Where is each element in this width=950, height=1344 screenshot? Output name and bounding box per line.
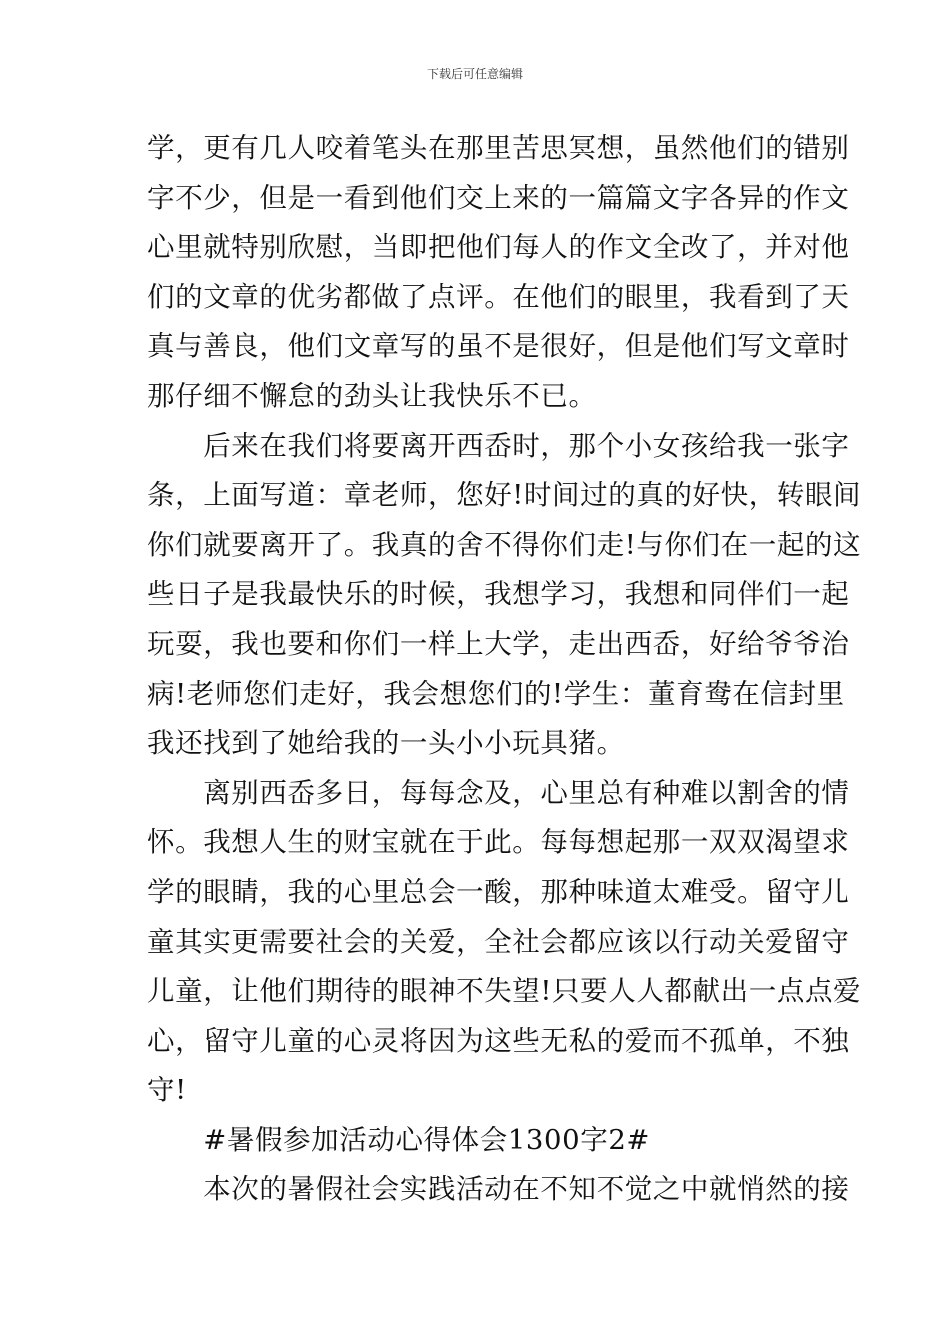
text-line: 条，上面写道：章老师，您好!时间过的真的好快，转眼间	[147, 479, 862, 512]
text-line: 离别西岙多日，每每念及，心里总有种难以割舍的情	[147, 776, 850, 809]
paragraph-4	[147, 1165, 850, 1215]
paragraph-3	[147, 769, 862, 1116]
page-header-note: 下载后可任意编辑	[426, 67, 523, 81]
paragraph-1	[147, 124, 850, 422]
text-line: 怀。我想人生的财宝就在于此。每每想起那一双双渴望求	[147, 826, 850, 859]
paragraph-2	[147, 422, 862, 769]
text-line: 后来在我们将要离开西岙时，那个小女孩给我一张字	[147, 429, 850, 462]
text-line: 儿童，让他们期待的眼神不失望!只要人人都献出一点点爱	[147, 975, 862, 1008]
text-line: 童其实更需要社会的关爱，全社会都应该以行动关爱留守	[147, 925, 850, 958]
text-line: 守!	[147, 1074, 187, 1107]
text-line: 病!老师您们走好，我会想您们的!学生：董育鸯在信封里	[147, 677, 845, 710]
text-line: 心，留守儿童的心灵将因为这些无私的爱而不孤单，不独	[147, 1024, 850, 1057]
text-line: 学，更有几人咬着笔头在那里苦思冥想，虽然他们的错别	[147, 132, 850, 164]
text-line: 字不少，但是一看到他们交上来的一篇篇文字各异的作文	[147, 181, 850, 214]
text-line: 你们就要离开了。我真的舍不得你们走!与你们在一起的这	[147, 528, 862, 561]
text-line: 我还找到了她给我的一头小小玩具猪。	[147, 727, 625, 760]
text-line: 玩耍，我也要和你们一样上大学，走出西岙，好给爷爷治	[147, 627, 850, 660]
text-line: 们的文章的优劣都做了点评。在他们的眼里，我看到了天	[147, 280, 850, 313]
text-line: 本次的暑假社会实践活动在不知不觉之中就悄然的接	[147, 1173, 850, 1206]
text-line: 心里就特别欣慰，当即把他们每人的作文全改了，并对他	[147, 231, 850, 264]
section-heading	[147, 1116, 807, 1166]
section-heading-text: #暑假参加活动心得体会1300字2#	[147, 1123, 651, 1156]
document-body	[147, 124, 862, 1215]
text-line: 真与善良，他们文章写的虽不是很好，但是他们写文章时	[147, 330, 850, 363]
text-line: 学的眼睛，我的心里总会一酸，那种味道太难受。留守儿	[147, 875, 850, 908]
text-line: 些日子是我最快乐的时候，我想学习，我想和同伴们一起	[147, 578, 850, 611]
text-line: 那仔细不懈怠的劲头让我快乐不已。	[147, 379, 597, 412]
